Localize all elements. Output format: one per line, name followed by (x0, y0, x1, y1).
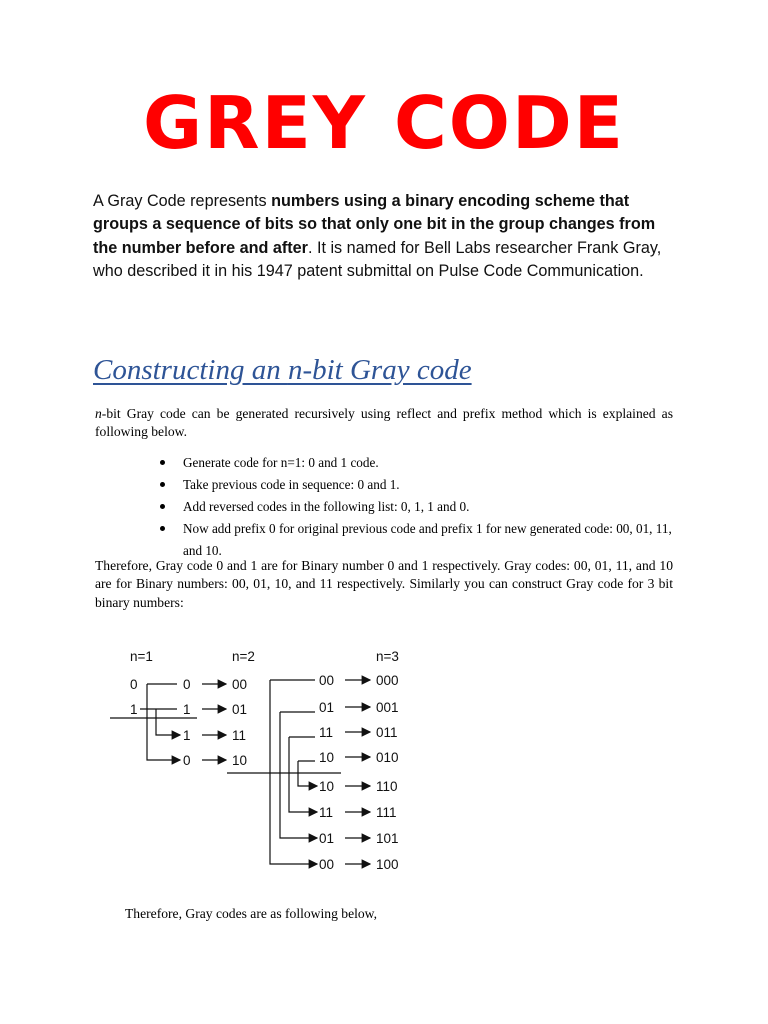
bullet-icon (160, 460, 165, 465)
section-heading (93, 350, 472, 390)
list-item (150, 496, 680, 518)
bullet-icon (160, 504, 165, 509)
n2-reflected-code: 01 (319, 831, 335, 846)
intro-text-end: . It is named for Bell Labs researcher Frank Gray, who described it in his 1947 patent submittal on Pulse Code Communication. (93, 238, 662, 281)
method-text: -bit Gray code can be generated recursively using reflect and prefix method which is explained as following below. (95, 406, 673, 440)
list-item (150, 452, 680, 474)
n3-code: 000 (376, 673, 399, 688)
n2-code: 01 (232, 702, 248, 717)
n2-reflected-code: 11 (319, 805, 334, 820)
n1-code: 0 (130, 677, 138, 692)
n1-code: 1 (130, 702, 138, 717)
steps-list (150, 452, 680, 562)
n2-arrows (202, 684, 226, 760)
header-n3: n=3 (376, 649, 399, 664)
header-n1: n=1 (130, 649, 153, 664)
closing-text: Therefore, Gray codes are as following below, (125, 906, 378, 921)
gray-code-diagram (95, 640, 425, 880)
list-item (150, 518, 680, 562)
n2-reflected-code: 00 (319, 673, 335, 688)
heading-part-1: Constructing an (93, 354, 288, 386)
n2-reflected-code: 00 (319, 857, 335, 872)
bullet-icon (160, 526, 165, 531)
n3-arrows (345, 680, 370, 864)
n2-code: 11 (232, 728, 247, 743)
n2-reflected-code: 10 (319, 750, 335, 765)
n2-reflected-code: 11 (319, 725, 334, 740)
list-item-text: Add reversed codes in the following list: 0, 1, 1 and 0. (183, 499, 470, 514)
intro-text-start: A Gray Code represents (93, 192, 272, 210)
intro-paragraph (93, 190, 683, 284)
n3-code: 001 (376, 700, 399, 715)
n3-code: 111 (376, 805, 397, 820)
list-item-text: Generate code for n=1: 0 and 1 code. (183, 455, 379, 470)
n2-reflected-code: 01 (319, 700, 335, 715)
n1-reflected-code: 1 (183, 702, 191, 717)
n2-reflected-code: 10 (319, 779, 335, 794)
n1-reflected-code: 0 (183, 753, 191, 768)
n3-code: 011 (376, 725, 398, 740)
n3-code: 100 (376, 857, 399, 872)
list-item-text: Take previous code in sequence: 0 and 1. (183, 477, 400, 492)
n2-code: 00 (232, 677, 248, 692)
method-paragraph (95, 405, 673, 442)
header-n2: n=2 (232, 649, 255, 664)
intro-bold-text: numbers using a binary encoding scheme that groups a sequence of bits so that only one bit in the group changes from the number before and after (93, 192, 656, 257)
n3-code: 110 (376, 779, 398, 794)
page-title: GREY CODE (143, 81, 625, 165)
n2-code: 10 (232, 753, 248, 768)
n1-reflected-code: 0 (183, 677, 191, 692)
heading-part-2: n-bit Gray code (287, 354, 472, 386)
n1-reflected-code: 1 (183, 728, 191, 743)
n-variable: n (95, 406, 102, 421)
n1-reflect-lines (110, 684, 197, 760)
n3-code: 101 (376, 831, 399, 846)
list-item (150, 474, 680, 496)
bullet-icon (160, 482, 165, 487)
n3-code: 010 (376, 750, 399, 765)
result-paragraph: Therefore, Gray code 0 and 1 are for Binary number 0 and 1 respectively. Gray codes: 00, 01, 11, and 10 are for Binary numbers: 00, 01, 10, and 11 respectively. Similarly you can construct Gray code for 3 bit binary numbers: (95, 558, 673, 610)
list-item-text: Now add prefix 0 for original previous code and prefix 1 for new generated code: 00, 01, 11, and 10. (183, 521, 672, 558)
